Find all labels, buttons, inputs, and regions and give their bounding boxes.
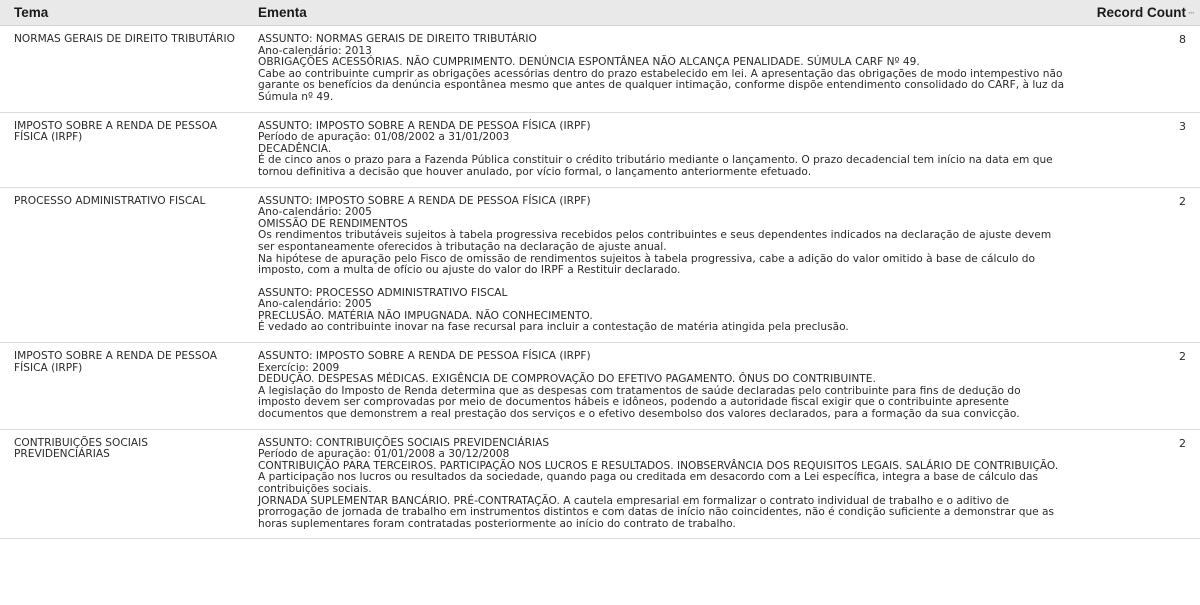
- ementa-line: PRECLUSÃO. MATÉRIA NÃO IMPUGNADA. NÃO CONHECIMENTO.: [258, 309, 593, 322]
- cell-record-count: 2: [1179, 436, 1186, 450]
- ementa-line: CONTRIBUIÇÃO PARA TERCEIROS. PARTICIPAÇÃO NOS LUCROS E RESULTADOS. INOBSERVÂNCIA DOS REQUISITOS LEGAIS. SALÁRIO DE CONTRIBUIÇÃO. A participação nos lucros ou resultados da sociedade, quando paga ou creditada em desacordo com a Lei específica, integra a base de cálculo das contribuições sociais.: [258, 459, 1059, 495]
- column-header-record-count[interactable]: [1070, 5, 1200, 20]
- ementa-line: DEDUÇÃO. DESPESAS MÉDICAS. EXIGÊNCIA DE COMPROVAÇÃO DO EFETIVO PAGAMENTO. ÔNUS DO CONTRIBUINTE.: [258, 373, 876, 386]
- ementa-line: Período de apuração: 01/01/2008 a 30/12/2008: [258, 448, 510, 461]
- ementa-line: É de cinco anos o prazo para a Fazenda Pública constituir o crédito tributário mediante o lançamento. O prazo decadencial tem início na data em que tornou definitiva a decisão que houver anulado, por vício formal, o lançamento anteriormente efetuado.: [258, 154, 1053, 178]
- column-header-ementa[interactable]: Ementa: [258, 5, 307, 20]
- ementa-line: A legislação do Imposto de Renda determina que as despesas com tratamentos de saúde declaradas pelo contribuinte para fins de dedução do imposto devem ser comprovadas por meio de documentos hábeis e idôneos, podendo a autoridade fiscal exigir que o contribuinte apresente documentos que demonstrem a real prestação dos serviços e o efetivo desembolso dos valores declarados, para a formação da sua convicção.: [258, 384, 1021, 421]
- cell-tema: PROCESSO ADMINISTRATIVO FISCAL: [14, 194, 206, 207]
- ementa-line: Cabe ao contribuinte cumprir as obrigações acessórias dentro do prazo estabelecido em lei. A apresentação das obrigações de modo intempestivo não garante os benefícios da denúncia espontânea mesmo que antes de qualquer intimação, conforme dispõe entendimento consolidado do CARF, à luz da Súmula nº 49.: [258, 67, 1065, 103]
- ementa-block: [258, 438, 1066, 531]
- table-row[interactable]: [0, 430, 1200, 540]
- ementa-line: ASSUNTO: IMPOSTO SOBRE A RENDA DE PESSOA FÍSICA (IRPF): [258, 350, 591, 363]
- ementa-line: Exercício: 2009: [258, 361, 340, 374]
- ementa-line: JORNADA SUPLEMENTAR BANCÁRIO. PRÉ-CONTRATAÇÃO. A cautela empresarial em formalizar o contrato individual de trabalho e o aditivo de prorrogação de jornada de trabalho em instrumentos distintos e com datas de início não coincidentes, não é condição suficiente a demonstrar que as horas suplementares foram contratadas posteriormente ao início do contrato de trabalho.: [258, 494, 1055, 530]
- ementa-line: Ano-calendário: 2013: [258, 44, 372, 57]
- cell-record-count: 2: [1179, 194, 1186, 208]
- table-row[interactable]: [0, 113, 1200, 188]
- ementa-block: [258, 288, 1066, 334]
- column-header-record-count-label: Record Count: [1096, 5, 1186, 20]
- ementa-line: OBRIGAÇÕES ACESSÓRIAS. NÃO CUMPRIMENTO. DENÚNCIA ESPONTÂNEA NÃO ALCANÇA PENALIDADE. SÚMULA CARF Nº 49.: [258, 56, 920, 69]
- cell-ementa: [244, 188, 1070, 343]
- ementa-block: [258, 34, 1066, 104]
- ementa-line: DECADÊNCIA.: [258, 142, 332, 155]
- cell-ementa: [244, 430, 1070, 539]
- cell-tema: IMPOSTO SOBRE A RENDA DE PESSOA FÍSICA (IRPF): [14, 119, 217, 144]
- ementa-line: Ano-calendário: 2005: [258, 298, 372, 311]
- cell-record-count: 2: [1179, 350, 1186, 364]
- ementa-block: [258, 351, 1066, 421]
- column-header-tema[interactable]: Tema: [14, 5, 49, 20]
- table-header: [0, 0, 1200, 26]
- cell-ementa: [244, 113, 1070, 187]
- ementa-line: Os rendimentos tributáveis sujeitos à tabela progressiva recebidos pelos contribuintes e seus dependentes indicados na declaração de ajuste devem ser espontaneamente oferecidos à tributação na declaração de ajuste anual.: [258, 229, 1052, 253]
- cell-record-count: 8: [1179, 33, 1186, 46]
- table-row[interactable]: [0, 188, 1200, 344]
- cell-ementa: [244, 343, 1070, 429]
- table-row[interactable]: [0, 343, 1200, 430]
- ementa-line: ASSUNTO: PROCESSO ADMINISTRATIVO FISCAL: [258, 286, 508, 299]
- ementa-line: Ano-calendário: 2005: [258, 206, 372, 219]
- ementa-block: [258, 196, 1066, 277]
- ementa-line: Período de apuração: 01/08/2002 a 31/01/2003: [258, 131, 510, 144]
- ementa-line: ASSUNTO: NORMAS GERAIS DE DIREITO TRIBUTÁRIO: [258, 33, 537, 45]
- ementa-line: OMISSÃO DE RENDIMENTOS: [258, 217, 408, 230]
- cell-tema: NORMAS GERAIS DE DIREITO TRIBUTÁRIO: [14, 33, 235, 45]
- table-row[interactable]: [0, 26, 1200, 113]
- cell-tema: IMPOSTO SOBRE A RENDA DE PESSOA FÍSICA (IRPF): [14, 350, 217, 374]
- ementa-line: É vedado ao contribuinte inovar na fase recursal para incluir a contestação de matéria atingida pela preclusão.: [258, 321, 849, 334]
- ementa-line: ASSUNTO: IMPOSTO SOBRE A RENDA DE PESSOA FÍSICA (IRPF): [258, 119, 591, 132]
- cell-tema: CONTRIBUIÇÕES SOCIAIS PREVIDENCIÁRIAS: [14, 436, 148, 461]
- ementa-line: Na hipótese de apuração pelo Fisco de omissão de rendimentos sujeitos à tabela progressiva, cabe a adição do valor omitido à base de cálculo do imposto, com a multa de ofício ou ajuste do valor do IRPF a Restituir declarado.: [258, 252, 1035, 277]
- ementa-block: [258, 121, 1066, 179]
- ellipsis-icon[interactable]: ···: [1188, 8, 1194, 19]
- ementa-line: ASSUNTO: IMPOSTO SOBRE A RENDA DE PESSOA FÍSICA (IRPF): [258, 194, 591, 207]
- ementa-line: ASSUNTO: CONTRIBUIÇÕES SOCIAIS PREVIDENCIÁRIAS: [258, 436, 550, 449]
- cell-ementa: [244, 26, 1070, 112]
- cell-record-count: 3: [1179, 119, 1186, 133]
- table-body: [0, 26, 1200, 539]
